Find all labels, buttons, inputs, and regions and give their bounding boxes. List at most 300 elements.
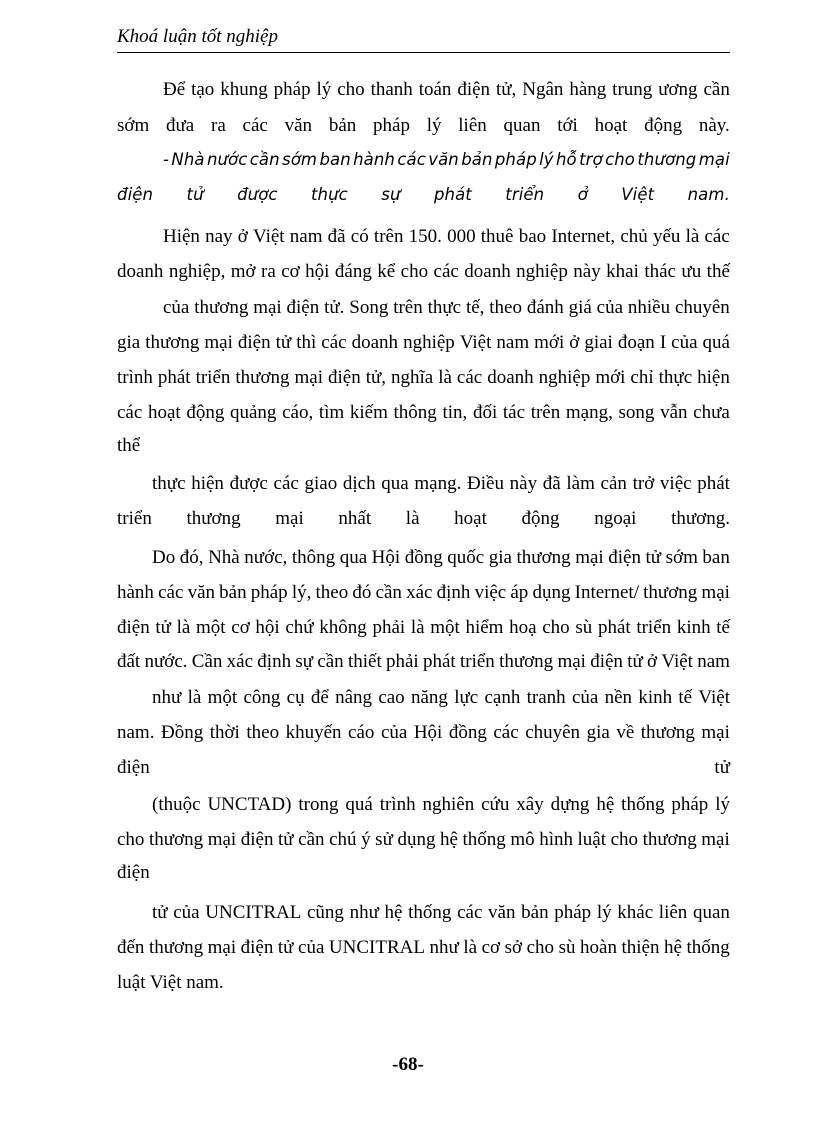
word: thanh [370,79,413,100]
word: mại [253,297,282,318]
word: tế [716,617,730,638]
word: để [310,687,329,708]
word: cũng [306,902,344,923]
word: phát [433,185,472,204]
word: Hiện [163,226,200,247]
word: văn [488,902,516,923]
text-line [117,938,730,957]
word: các [273,473,299,494]
word: toán [418,79,452,100]
word: các [117,402,143,423]
word: nam [697,651,730,672]
word: các [397,150,426,169]
word: thương [148,937,204,958]
word: luật [577,829,607,850]
word: đưa [166,115,195,136]
text-line [117,403,730,422]
word: Nhà [208,547,240,568]
word: các [321,332,347,353]
word: ban [702,547,730,568]
word: trở [632,473,655,494]
word: tế, [465,297,485,318]
text-line [117,618,730,637]
word: thương [499,651,554,672]
word: tử [278,829,294,850]
word: mại [701,722,730,743]
word: Hội [413,722,443,743]
word: ngoại [594,508,637,529]
word: trên [530,402,561,423]
word: đến [117,937,145,958]
word: quá [702,332,730,353]
word: đất [117,651,141,672]
word: doanh [487,367,534,388]
word: hệ [664,937,682,958]
word: mại [207,829,237,850]
word: chưa [693,402,730,423]
word: là [438,367,452,388]
word: các [457,902,483,923]
word: ra [211,115,226,136]
word: hội [255,617,280,638]
word: ra [261,261,276,282]
word: thương. [671,508,730,529]
word: thời [209,722,240,743]
word: triển [459,651,495,672]
text-line [152,795,730,814]
word: giá [568,297,592,318]
text-line [117,333,730,352]
word: sử [375,829,393,850]
word: tử, [365,367,387,388]
word: một [207,687,238,708]
word: đồng [404,547,443,568]
word: sớm [117,115,150,136]
word: thông [291,547,336,568]
word: sự [295,651,314,672]
word: thương [516,547,571,568]
word: lý, [291,582,312,603]
text-line [152,688,730,707]
word: văn [284,115,313,136]
word: quá [345,794,373,815]
word: điện [457,79,491,100]
word: động [186,402,225,423]
word: phát [157,367,191,388]
text-line [117,187,730,204]
word: không [319,617,367,638]
word: Để [163,79,186,100]
word: việc [474,582,507,603]
text-line [117,116,730,135]
word: là [176,617,191,638]
word: giai [584,332,613,353]
word: UNCITRAL [205,902,302,923]
word: hành [117,582,154,603]
word: của [163,297,190,318]
word: thuê [480,226,514,247]
text-line [117,723,730,742]
word: của [596,297,624,318]
word: điện [240,937,274,958]
word: bản [521,902,549,923]
word: nghiệp, [168,261,226,282]
word: mại [575,547,604,568]
word: thì [296,332,317,353]
word: tranh [526,687,566,708]
word: trung [612,79,653,100]
word: cần [703,79,730,100]
page-number: -68- [392,1054,424,1075]
word: thống [462,829,506,850]
word: giao [304,473,338,494]
word: tử, [495,79,517,100]
word: thế [706,261,730,282]
word: hiểm [465,617,504,638]
word: ở [577,185,588,204]
word: song [618,402,655,423]
word: như [152,687,182,708]
word: có [350,226,369,247]
word: động [521,508,560,529]
word: sù [558,937,576,958]
word: kinh [638,687,673,708]
text-line: điện [117,862,150,883]
word: hoạ [509,617,537,638]
word: mại [701,829,730,850]
word: theo [489,297,522,318]
word: dụng [397,829,436,850]
word: được [237,185,278,204]
word: hoạt [594,115,628,136]
word: tử [645,547,662,568]
word: hệ [440,829,458,850]
word: nghiệp [516,261,568,282]
text-line [152,548,730,567]
word: khung [220,79,268,100]
word: pháp [250,582,288,603]
word: nay [205,226,233,247]
word: mại [207,937,237,958]
text-line [117,652,730,671]
word: ương [658,79,698,100]
word: quan [692,902,730,923]
word: cho [117,829,145,850]
word: các [704,226,730,247]
word: là [410,617,425,638]
word: nâng [335,687,373,708]
word: triển [117,508,152,529]
word: cho [605,150,636,169]
word: hội [305,261,330,282]
word: các [456,367,483,388]
word: thương [149,829,204,850]
word: thương [235,367,290,388]
word: đó, [179,547,204,568]
word: đánh [526,297,564,318]
word: cần [249,150,280,169]
text-line [117,583,730,602]
word: là [405,508,420,529]
word: đáng [334,261,372,282]
word: tử [277,937,294,958]
word: xây [516,794,544,815]
word: định [257,651,292,672]
word: tác [502,402,526,423]
word: như [349,902,379,923]
word: Internet/ [574,582,639,603]
word: nam. [687,185,730,204]
word: gia [586,722,610,743]
word: kiếm [349,402,388,423]
word: thực [427,297,462,318]
word: tới [557,115,578,136]
word: mại [557,651,586,672]
word: chứ [285,617,314,638]
word: cho [400,261,429,282]
text-line: thể [117,435,141,456]
word: đã [542,473,561,494]
word: vẫn [660,402,688,423]
word: nhiều [627,297,671,318]
word: sớm [282,150,318,169]
word: cơ [231,617,250,638]
word: một [196,617,226,638]
word: đồng [448,722,487,743]
text-line [152,903,730,922]
word: các [493,722,519,743]
text-line [117,758,730,777]
word: ưu [681,261,702,282]
word: ban [319,150,351,169]
word: cho [337,79,365,100]
word: điện [240,829,274,850]
word: bản [461,150,493,169]
word: cần [298,829,325,850]
word: Điều [467,473,504,494]
word: mới [595,367,626,388]
word: tử [155,617,171,638]
word: pháp [494,150,537,169]
word: trong [298,794,339,815]
word: chỉ [630,367,654,388]
word: tử [714,757,730,778]
word: các [433,261,459,282]
word: quốc [447,547,485,568]
word: thông [393,402,437,423]
word: thương [642,829,697,850]
word: ý [361,829,371,850]
word: thương [640,722,695,743]
word: hình [539,829,573,850]
word: pháp [671,794,709,815]
word: xác [226,651,254,672]
word: này [509,473,538,494]
word: chú [329,829,357,850]
word: phát [422,651,456,672]
word: cụ [286,687,305,708]
word: thực [658,367,693,388]
word: thương [194,297,249,318]
word: mại [698,150,730,169]
word: khuyến [285,722,342,743]
word: nam [289,226,323,247]
word: trình [117,367,153,388]
word: ở [237,226,248,247]
word: mại [701,582,730,603]
word: các [158,582,184,603]
word: hoạt [454,508,487,529]
word: doanh [117,261,164,282]
word: 150. [408,226,442,247]
word: gia [117,332,141,353]
word: hành [353,150,395,169]
word: lý [426,115,442,136]
word: hệ [596,794,615,815]
word: doanh [464,261,511,282]
word: hiện [191,473,224,494]
word: tử. [324,297,345,318]
word: tìm [318,402,345,423]
word: chuyên [525,722,581,743]
word: văn [187,582,215,603]
word: Song [349,297,389,318]
word: này. [698,115,730,136]
word: thương [186,508,241,529]
word: cản [600,473,627,494]
page-header-title: Khoá luận tốt nghiệp [117,26,278,47]
word: nghiên [422,794,475,815]
word: hàng [569,79,607,100]
word: pháp [373,115,410,136]
word: Việt [459,332,492,353]
word: một [430,617,460,638]
word: qua [339,547,368,568]
text-line [117,830,730,849]
word: bản [219,582,247,603]
word: mạng. [414,473,462,494]
word: cơ [481,937,501,958]
word: thiện [621,937,660,958]
word: Internet, [551,226,616,247]
word: như [429,937,459,958]
word: phải [386,651,419,672]
word: phải [372,617,406,638]
word: Ngân [522,79,564,100]
word: chủ [620,226,648,247]
word: cao [378,687,405,708]
word: cáo, [282,402,314,423]
word: lý [539,150,554,169]
word: mại [204,332,233,353]
word: điện [608,547,641,568]
word: nước [206,150,248,169]
word: thương [637,150,697,169]
word: đã [327,226,346,247]
word: của [671,332,698,353]
word: (thuộc [152,794,201,815]
word: triển [195,367,231,388]
word: lý [316,79,332,100]
word: yếu [652,226,681,247]
word: điện [590,651,623,672]
word: các [242,115,268,136]
word: cạnh [484,687,521,708]
word: mở [230,261,256,282]
word: này [573,261,601,282]
word: trên [373,226,404,247]
word: Việt [661,651,693,672]
word: thương [145,332,200,353]
word: Việt [621,185,655,204]
word: dịch [342,473,376,494]
word: bản [328,115,357,136]
word: của [571,687,599,708]
word: quảng [230,402,277,423]
word: thác [644,261,676,282]
text-line: luật Việt nam. [117,972,224,993]
word: trình [379,794,416,815]
word: văn [428,150,459,169]
word: hoàn [580,937,617,958]
word: sự [381,185,401,204]
word: Việt [698,687,730,708]
word: thống [621,794,665,815]
word: mạng, [565,402,613,423]
word: cần [375,582,402,603]
word: mới [534,332,565,353]
word: lý [715,794,730,815]
word: dụng [532,582,571,603]
text-line [152,474,730,493]
word: thương [643,582,698,603]
word: liên [658,902,688,923]
word: nước, [244,547,288,568]
word: UNCTAD) [207,794,292,815]
word: pháp [273,79,311,100]
text-line [163,80,730,99]
word: gia [488,547,512,568]
word: cho [610,829,639,850]
word: Đồng [160,722,204,743]
word: tạo [191,79,215,100]
text-line [117,262,730,281]
word: cáo [348,722,375,743]
word: xác [406,582,433,603]
word: Nhà [171,150,205,169]
word: trợ [579,150,603,169]
word: tử [152,902,168,923]
word: nhất [338,508,372,529]
word: quan [503,115,541,136]
word: mại [275,508,304,529]
word: trên [393,297,423,318]
word: cho [542,617,570,638]
word: lý [596,902,612,923]
word: mại [294,367,323,388]
word: tử [627,651,643,672]
word: định [436,582,471,603]
word: tử [275,332,292,353]
word: cần [317,651,344,672]
word: thực [310,185,348,204]
word: cho [526,937,555,958]
word: hệ [384,902,403,923]
word: Hội [371,547,401,568]
word: nam [496,332,530,353]
word: tử [186,185,204,204]
word: điện [237,332,271,353]
